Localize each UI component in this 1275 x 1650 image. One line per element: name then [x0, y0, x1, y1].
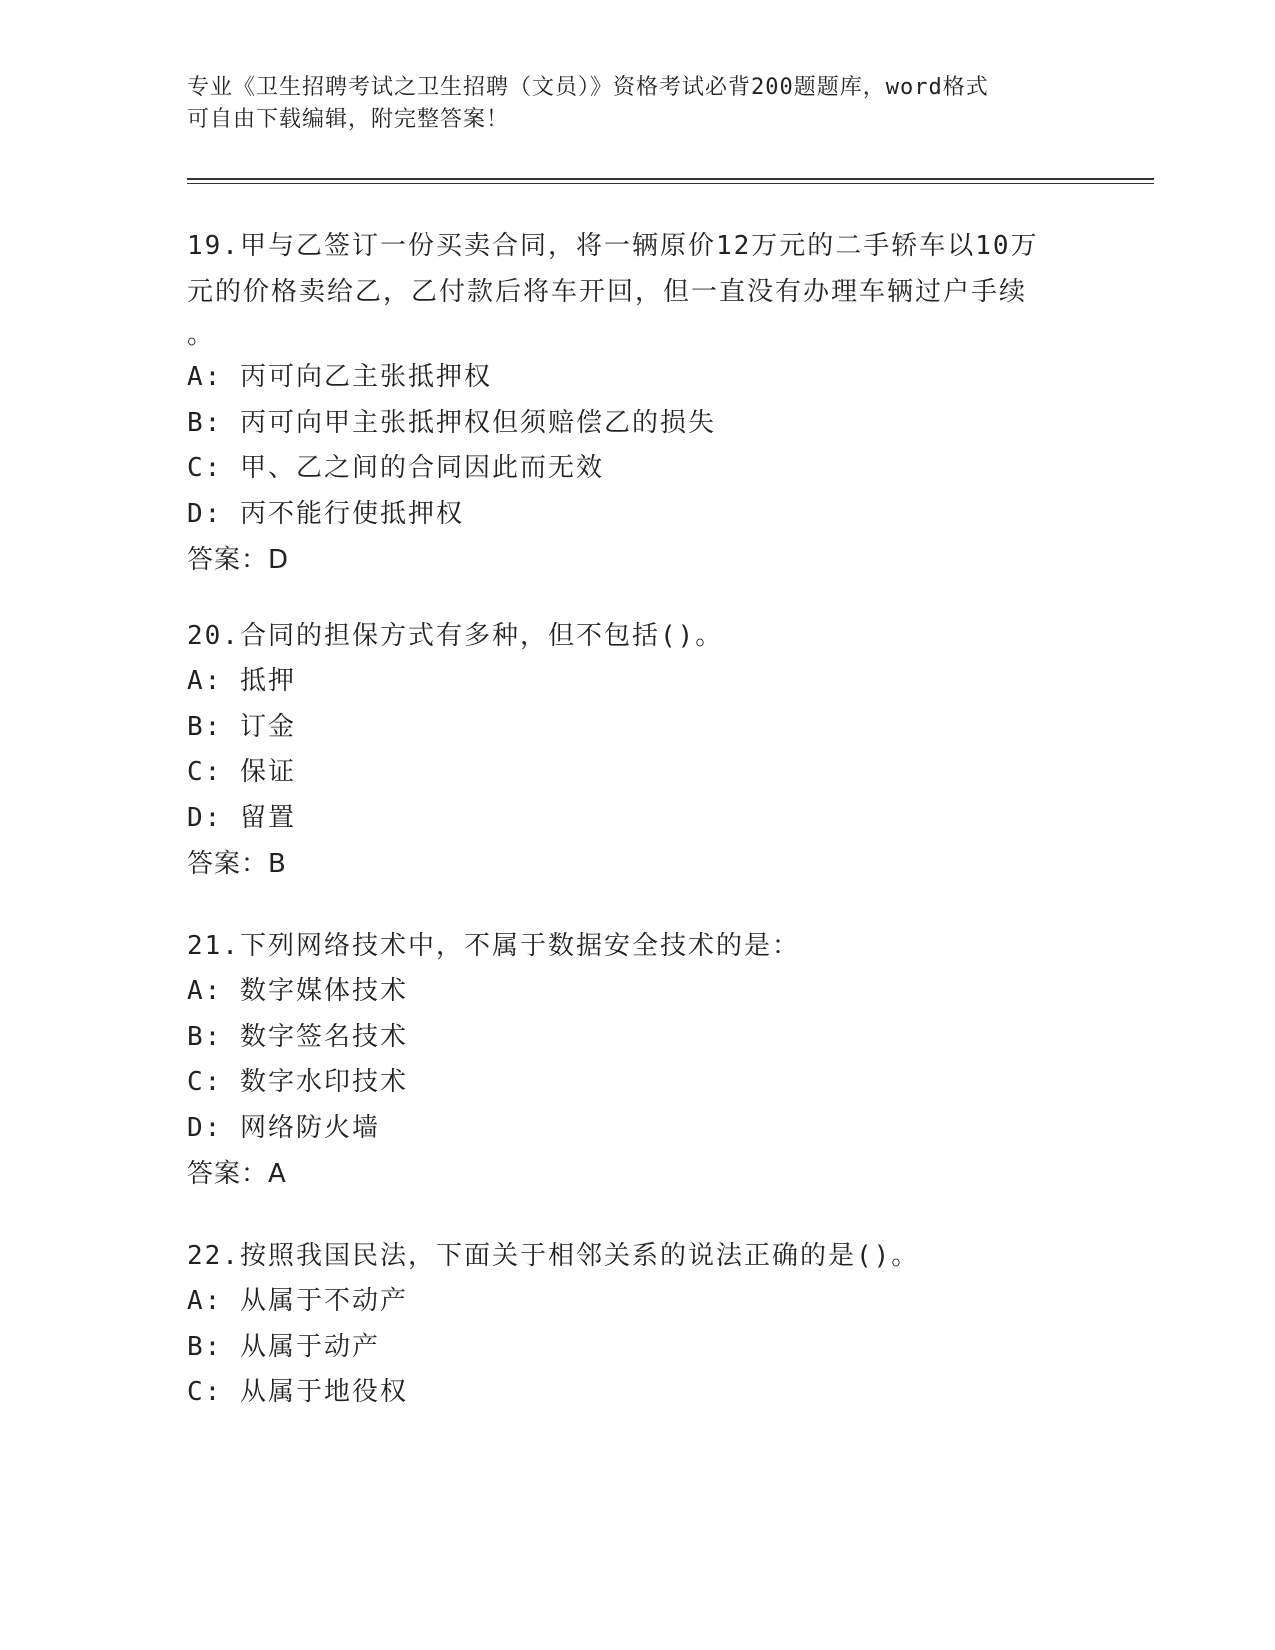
header-line-1: 专业《卫生招聘考试之卫生招聘（文员）》资格考试必背200题题库，word格式: [187, 75, 989, 100]
option-a: A: 抵押: [187, 666, 296, 696]
option-c: C: 从属于地役权: [187, 1377, 408, 1407]
option-d: D: 网络防火墙: [187, 1112, 380, 1143]
option-a: A: 数字媒体技术: [187, 976, 408, 1006]
option-b: B: 丙可向甲主张抵押权但须赔偿乙的损失: [187, 407, 716, 438]
option-a: A: 丙可向乙主张抵押权: [187, 362, 492, 392]
option-c: C: 甲、乙之间的合同因此而无效: [187, 453, 604, 483]
option-c: C: 数字水印技术: [187, 1067, 408, 1097]
answer-label: 答案：D: [187, 545, 290, 575]
option-d: D: 丙不能行使抵押权: [187, 498, 464, 529]
stem-line: 。: [187, 320, 216, 350]
question-20: [187, 613, 1107, 887]
header-divider-thin: [187, 183, 1154, 184]
stem-line: 20.合同的担保方式有多种，但不包括()。: [187, 621, 724, 651]
question-stem: [187, 1233, 1107, 1279]
document-header: [187, 72, 1087, 136]
option-b: B: 订金: [187, 711, 296, 742]
stem-line: 21.下列网络技术中，不属于数据安全技术的是：: [187, 931, 800, 961]
option-c: C: 保证: [187, 757, 296, 787]
question-19: [187, 223, 1107, 583]
answer-label: 答案：A: [187, 1159, 287, 1189]
option-b: B: 从属于动产: [187, 1331, 380, 1362]
question-21: [187, 923, 1107, 1197]
answer-label: 答案：B: [187, 849, 287, 879]
question-stem: [187, 923, 1107, 969]
stem-line: 元的价格卖给乙，乙付款后将车开回，但一直没有办理车辆过户手续: [187, 277, 1028, 307]
header-line-2: 可自由下载编辑，附完整答案！: [187, 107, 510, 132]
question-stem: [187, 223, 1107, 355]
header-divider-thick: [187, 178, 1154, 180]
option-b: B: 数字签名技术: [187, 1021, 408, 1052]
option-d: D: 留置: [187, 802, 296, 833]
stem-line: 22.按照我国民法，下面关于相邻关系的说法正确的是()。: [187, 1241, 920, 1271]
question-stem: [187, 613, 1107, 659]
option-a: A: 从属于不动产: [187, 1286, 408, 1316]
question-22: [187, 1233, 1107, 1416]
stem-line: 19.甲与乙签订一份买卖合同，将一辆原价12万元的二手轿车以10万: [187, 231, 1039, 261]
